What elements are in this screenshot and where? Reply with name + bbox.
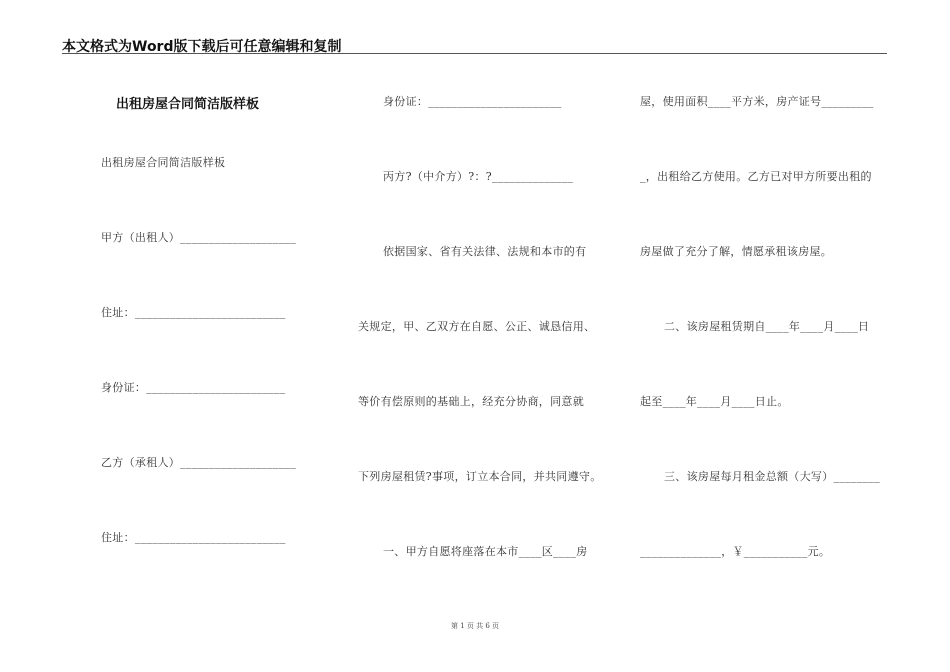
page-number: 第 1 页 共 6 页 [450,622,500,630]
party-c-line: 丙方?（中介方）?：?______________ [383,170,574,183]
document-header: 本文格式为Word版下载后可任意编辑和复制 [62,39,342,55]
body-text-line: 下列房屋租赁?事项，订立本合同，并共同遵守。 [358,470,602,483]
clause-3-line: 三、该房屋每月租金总额（大写）________ [664,470,880,483]
body-text-line: 等价有偿原则的基础上，经充分协商，同意就 [358,395,584,408]
party-a-address-line: 住址：__________________________ [101,306,286,319]
body-text-line: 依据国家、省有关法律、法规和本市的有 [383,245,587,258]
document-title: 出租房屋合同简洁版样板 [116,97,260,112]
body-text-line: ______________，￥___________元。 [640,545,831,558]
party-b-id-line: 身份证：_______________________ [383,95,562,108]
body-text-line: _，出租给乙方使用。乙方已对甲方所要出租的 [640,170,872,183]
header-divider [62,53,887,54]
party-b-address-line: 住址：__________________________ [101,531,286,544]
body-text-line: 关规定，甲、乙双方在自愿、公正、诚恳信用、 [358,320,596,333]
clause-1-line: 一、甲方自愿将座落在本市____区____房 [383,545,588,558]
party-a-line: 甲方（出租人）____________________ [101,231,297,244]
body-text-line: 起至____年____月____日止。 [640,395,789,408]
body-text-line: 房屋做了充分了解，情愿承租该房屋。 [640,245,833,258]
party-a-id-line: 身份证：________________________ [101,381,286,394]
party-b-line: 乙方（承租人）____________________ [101,456,297,469]
body-text-line: 屋，使用面积____平方米，房产证号_________ [640,95,874,108]
subtitle-line: 出租房屋合同简洁版样板 [101,156,226,169]
clause-2-line: 二、该房屋租赁期自____年____月____日 [664,320,870,333]
